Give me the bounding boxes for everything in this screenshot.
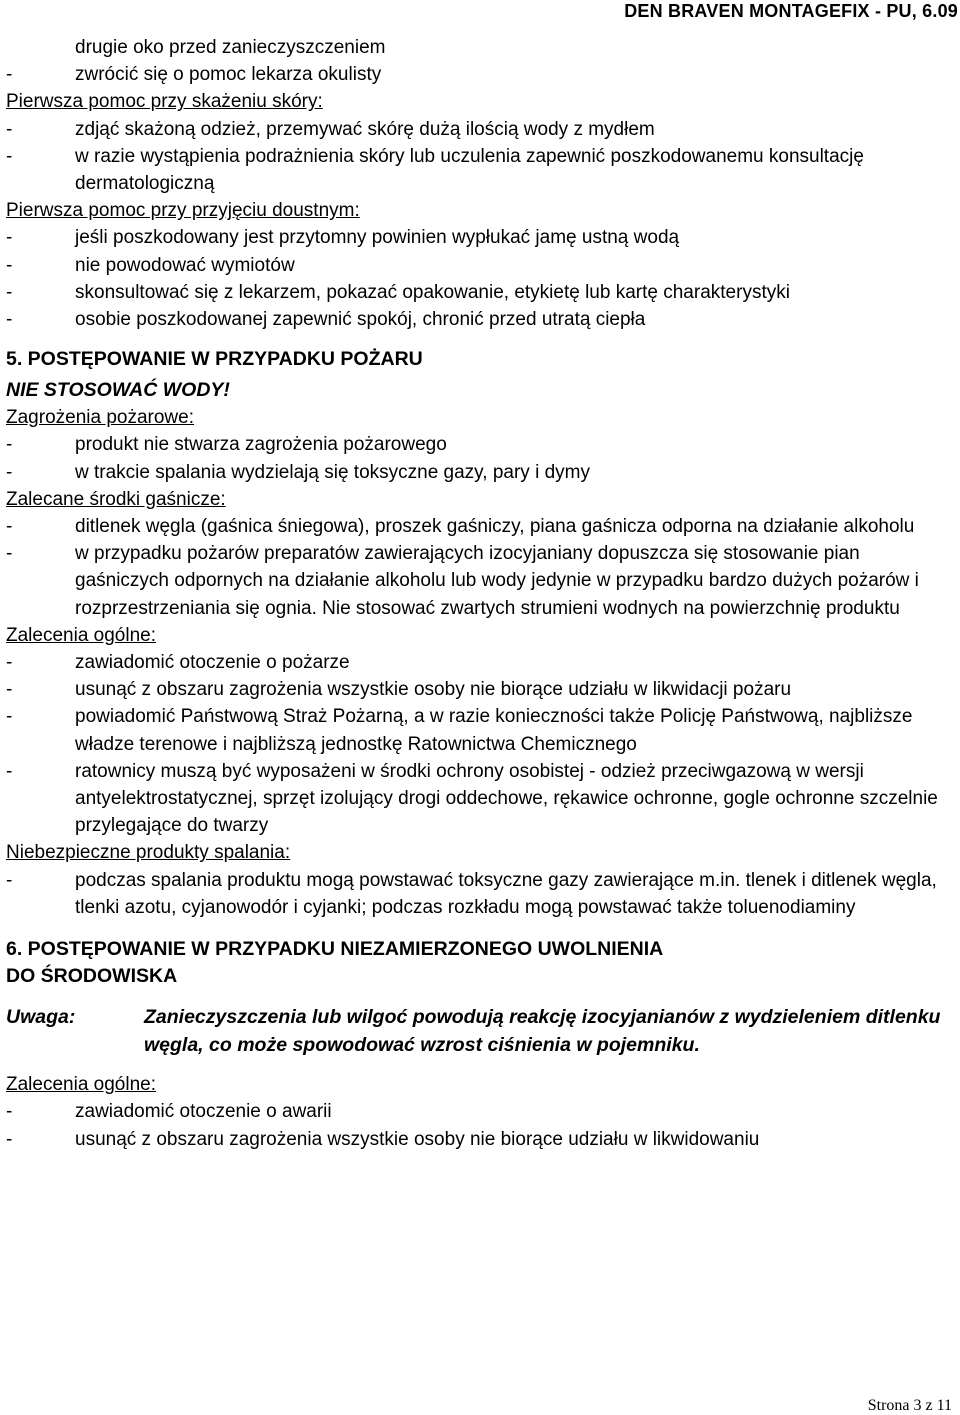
- bullet-dash: -: [6, 543, 13, 565]
- list-item: [6, 867, 951, 921]
- extinguishing-media-heading: Zalecane środki gaśnicze:: [6, 488, 226, 510]
- section-6-title-line-1: 6. POSTĘPOWANIE W PRZYPADKU NIEZAMIERZONEGO UWOLNIENIA: [6, 938, 664, 961]
- bullet-dash: -: [6, 434, 13, 456]
- list-item: [6, 513, 951, 540]
- bullet-dash: -: [6, 309, 13, 331]
- list-item-text: jeśli poszkodowany jest przytomny powinien wypłukać jamę ustną wodą: [75, 227, 680, 249]
- fire-hazards-heading: Zagrożenia pożarowe:: [6, 407, 194, 429]
- general-recommendations-heading: Zalecenia ogólne:: [6, 624, 156, 646]
- bullet-dash: -: [6, 706, 13, 728]
- page-number: Strona 3 z 11: [867, 1397, 952, 1414]
- bullet-dash: -: [6, 461, 13, 483]
- bullet-dash: -: [6, 227, 13, 249]
- list-item-text: produkt nie stwarza zagrożenia pożarowego: [75, 434, 447, 456]
- list-item: [6, 703, 951, 757]
- list-item: [6, 649, 951, 676]
- list-item-text: w trakcie spalania wydzielają się toksyczne gazy, pary i dymy: [75, 461, 590, 483]
- list-item: [6, 676, 951, 703]
- list-item-text: ditlenek węgla (gaśnica śniegowa), proszek gaśniczy, piana gaśnicza odporna na działanie alkoholu: [75, 516, 915, 538]
- list-item: [6, 431, 951, 458]
- list-item: [6, 252, 951, 279]
- list-item: [6, 143, 951, 197]
- bullet-dash: -: [6, 118, 13, 140]
- list-item-text: nie powodować wymiotów: [75, 254, 295, 276]
- list-item: [6, 1098, 951, 1125]
- bullet-dash: -: [6, 145, 13, 167]
- list-item: [6, 224, 951, 251]
- bullet-dash: -: [6, 760, 13, 782]
- bullet-dash: -: [6, 64, 13, 86]
- section-6-title-line-2: DO ŚRODOWISKA: [6, 965, 178, 988]
- note-label: Uwaga:: [6, 1006, 76, 1029]
- list-item-text: podczas spalania produktu mogą powstawać toksyczne gazy zawierające m.in. tlenek i ditlenek węgla, tlenki azotu, cyjanowodór i cyjanki; podczas rozkładu mogą powstawać także toluenodiaminy: [75, 869, 937, 918]
- list-item-text: skonsultować się z lekarzem, pokazać opakowanie, etykietę lub kartę charakterystyki: [75, 281, 790, 303]
- list-item-text: zwrócić się o pomoc lekarza okulisty: [75, 64, 382, 86]
- document-header: DEN BRAVEN MONTAGEFIX - PU, 6.09: [624, 1, 958, 21]
- list-item-text: ratownicy muszą być wyposażeni w środki ochrony osobistej - odzież przeciwgazową w wersji antyelektrostatycznej, sprzęt izolujący drogi oddechowe, rękawice ochronne, gogle ochronne szczelnie przylegające do twarzy: [75, 760, 938, 837]
- list-item: [6, 61, 951, 88]
- section-6-title: [6, 936, 951, 990]
- bullet-dash: -: [6, 679, 13, 701]
- section-5-title: 5. POSTĘPOWANIE W PRZYPADKU POŻARU: [6, 348, 423, 371]
- oral-first-aid-heading: Pierwsza pomoc przy przyjęciu doustnym:: [6, 200, 360, 222]
- document-body: [6, 34, 951, 1153]
- list-item-text: usunąć z obszaru zagrożenia wszystkie osoby nie biorące udziału w likwidacji pożaru: [75, 679, 792, 701]
- hazardous-combustion-products-heading: Niebezpieczne produkty spalania:: [6, 842, 291, 864]
- list-item: [6, 540, 951, 622]
- bullet-dash: -: [6, 1128, 13, 1150]
- list-item: [6, 306, 951, 333]
- list-item: [6, 279, 951, 306]
- note-block: [6, 1003, 951, 1059]
- general-recommendations-heading: Zalecenia ogólne:: [6, 1074, 156, 1096]
- list-item-text: w razie wystąpienia podrażnienia skóry lub uczulenia zapewnić poszkodowanemu konsultację dermatologiczną: [75, 145, 864, 195]
- bullet-dash: -: [6, 652, 13, 674]
- note-text: Zanieczyszczenia lub wilgoć powodują reakcję izocyjanianów z wydzieleniem ditlenku węgla, co może spowodować wzrost ciśnienia w pojemniku.: [144, 1006, 941, 1057]
- bullet-dash: -: [6, 1101, 13, 1123]
- list-item: [6, 1126, 951, 1153]
- list-item-text: zdjąć skażoną odzież, przemywać skórę dużą ilością wody z mydłem: [75, 118, 655, 140]
- list-item: [6, 116, 951, 143]
- bullet-dash: -: [6, 281, 13, 303]
- bullet-dash: -: [6, 516, 13, 538]
- list-item: [6, 758, 951, 840]
- no-water-warning: NIE STOSOWAĆ WODY!: [6, 379, 230, 402]
- bullet-dash: -: [6, 254, 13, 276]
- list-item-text: zawiadomić otoczenie o awarii: [75, 1101, 332, 1123]
- list-item-text: osobie poszkodowanej zapewnić spokój, chronić przed utratą ciepła: [75, 309, 646, 331]
- list-item-text: zawiadomić otoczenie o pożarze: [75, 652, 350, 674]
- skin-first-aid-heading: Pierwsza pomoc przy skażeniu skóry:: [6, 91, 323, 113]
- bullet-dash: -: [6, 869, 13, 891]
- continued-text: drugie oko przed zanieczyszczeniem: [75, 37, 386, 58]
- list-item-text: usunąć z obszaru zagrożenia wszystkie osoby nie biorące udziału w likwidowaniu: [75, 1128, 760, 1150]
- list-item: [6, 459, 951, 486]
- list-item-text: powiadomić Państwową Straż Pożarną, a w razie konieczności także Policję Państwową, najbliższe władze terenowe i najbliższą jednostkę Ratownictwa Chemicznego: [75, 706, 913, 755]
- list-item-text: w przypadku pożarów preparatów zawierających izocyjaniany dopuszcza się stosowanie pian gaśniczych odpornych na działanie alkoholu lub wody jedynie w przypadku bardzo dużych pożarów i rozprzestrzeniania się ognia. Nie stosować zwartych strumieni wodnych na powierzchnię produktu: [75, 543, 919, 619]
